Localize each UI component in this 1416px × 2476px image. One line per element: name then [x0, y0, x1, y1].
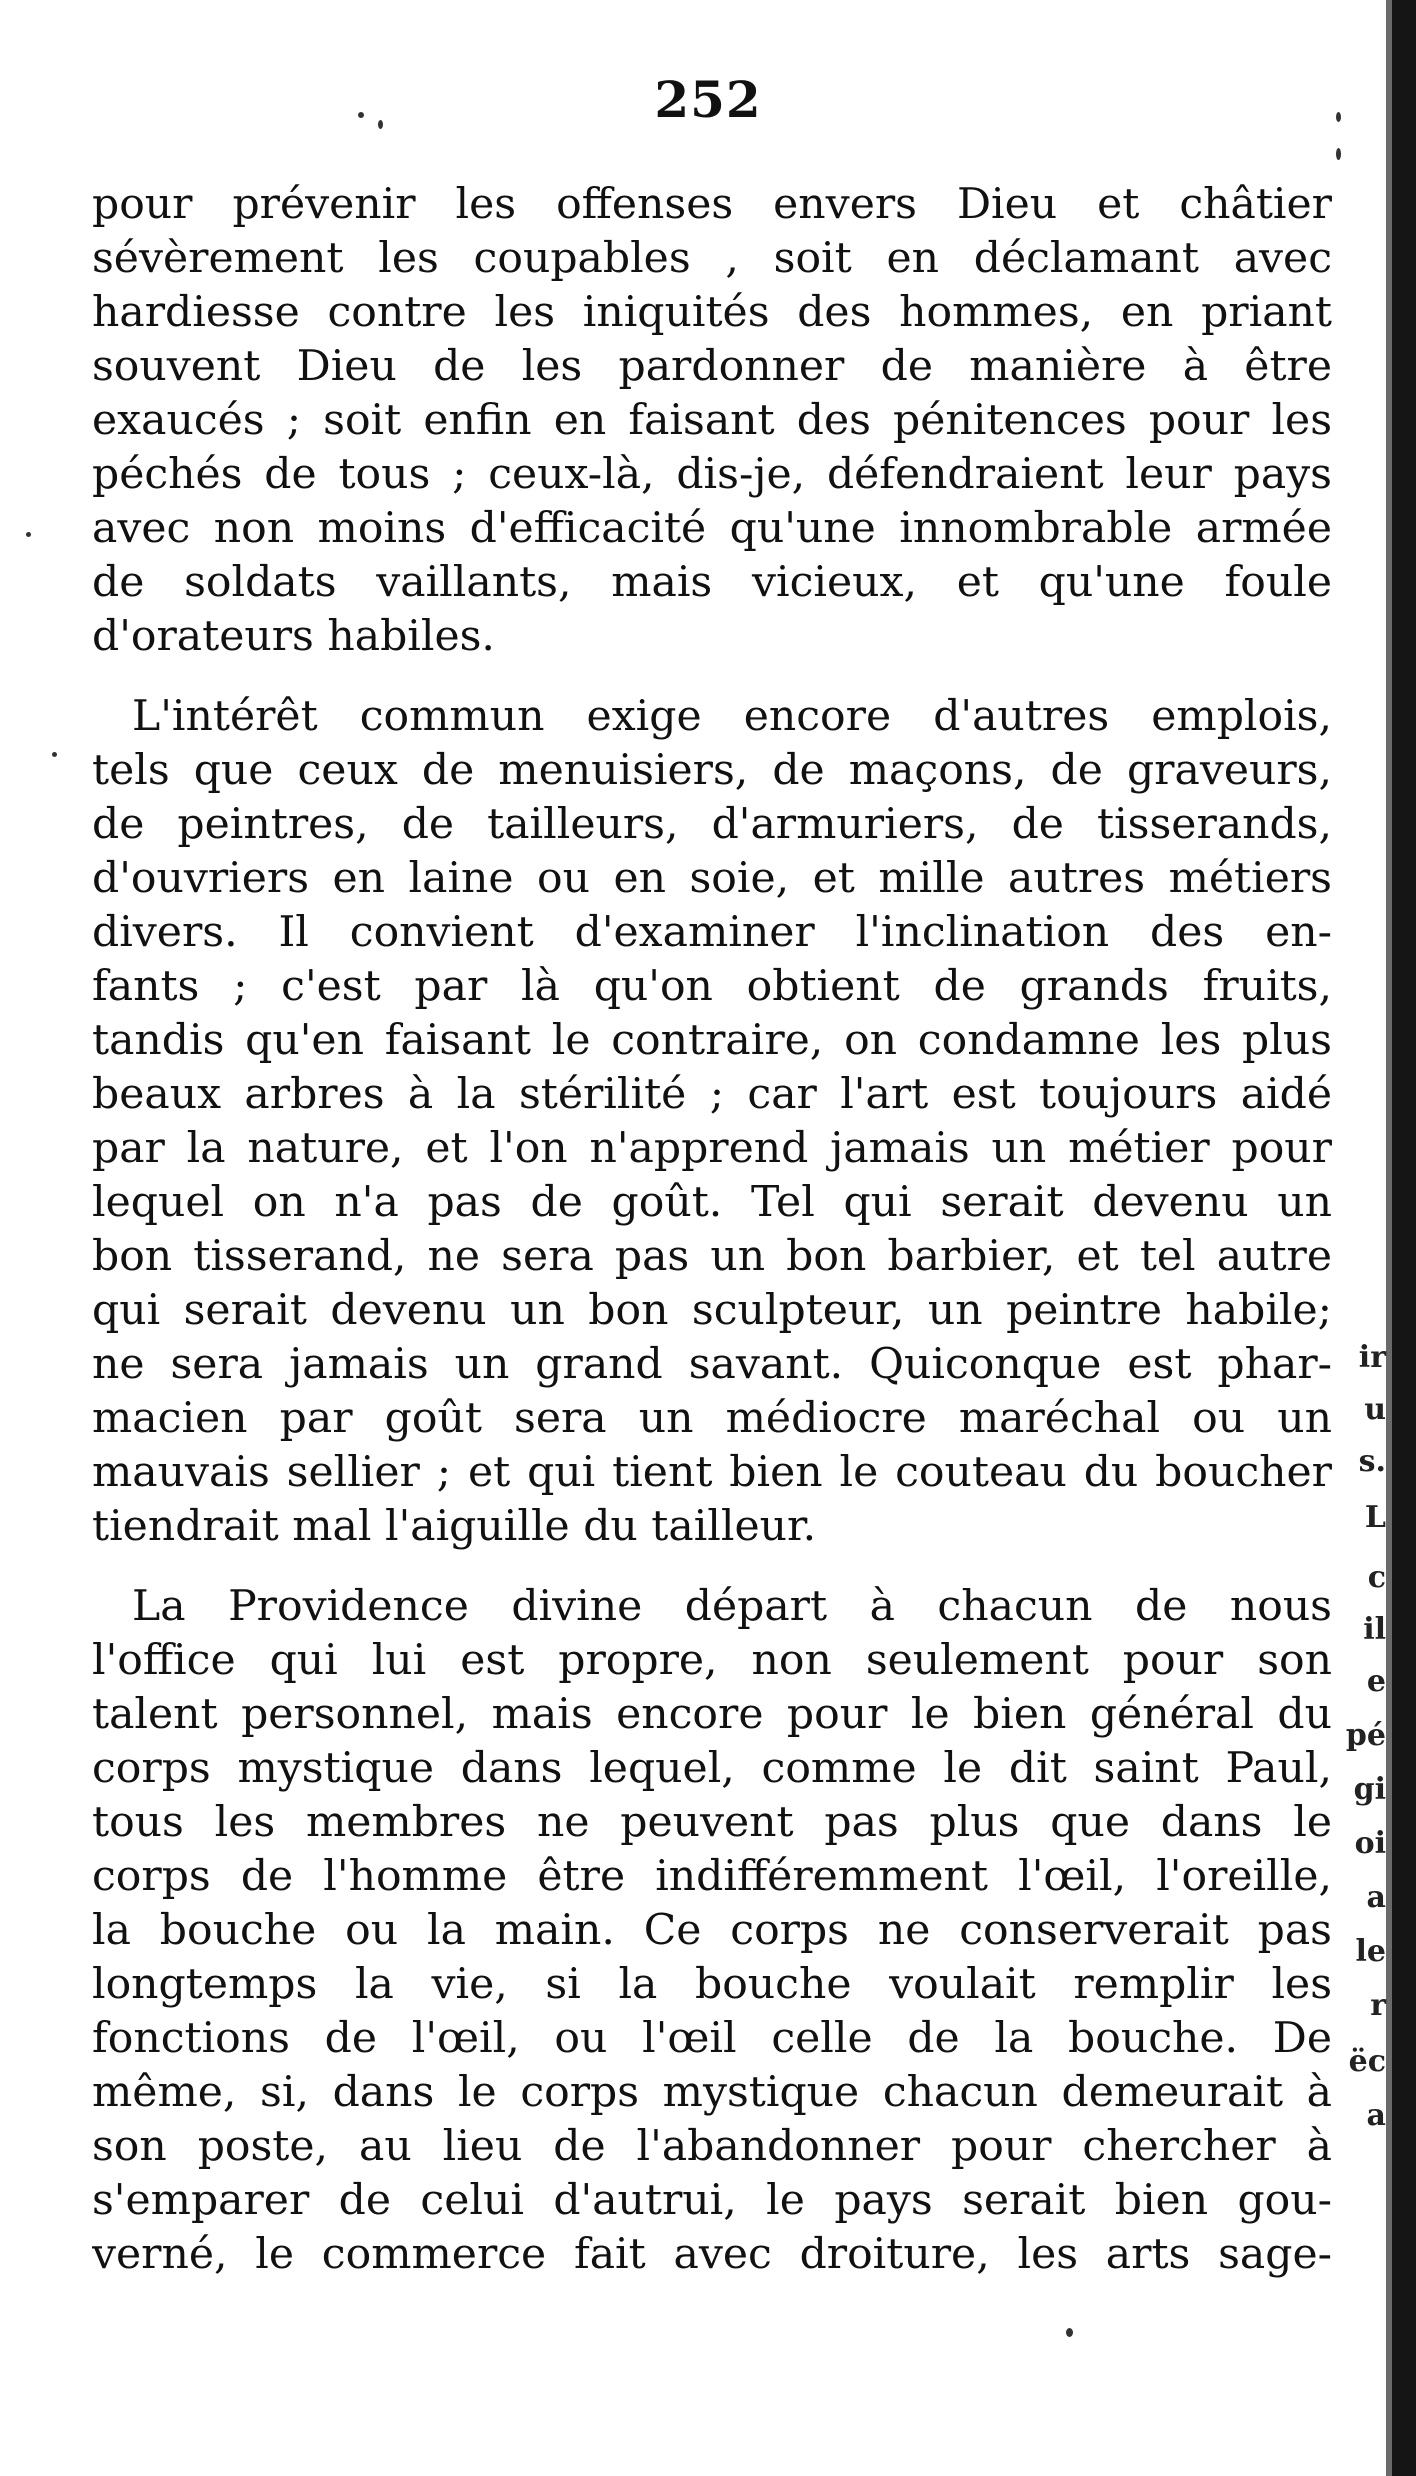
text-line: qui serait devenu un bon sculpteur, un peintre habile;	[92, 1286, 1332, 1335]
margin-fragment: le	[1355, 1934, 1386, 1969]
text-line: ne sera jamais un grand savant. Quiconque est phar-	[92, 1340, 1332, 1389]
ink-speck	[358, 112, 364, 118]
margin-fragment: u	[1364, 1392, 1386, 1427]
text-line: verné, le commerce fait avec droiture, les arts sage-	[92, 2230, 1332, 2279]
text-line: même, si, dans le corps mystique chacun demeurait à	[92, 2068, 1332, 2117]
text-line: corps mystique dans lequel, comme le dit saint Paul,	[92, 1744, 1332, 1793]
ink-speck	[1336, 112, 1341, 122]
text-line: s'emparer de celui d'autrui, le pays serait bien gou-	[92, 2176, 1332, 2225]
paragraph	[92, 178, 1332, 664]
text-line: tels que ceux de menuisiers, de maçons, de graveurs,	[92, 746, 1332, 795]
text-line: La Providence divine départ à chacun de nous	[132, 1582, 1332, 1631]
text-line: divers. Il convient d'examiner l'inclination des en-	[92, 908, 1332, 957]
ink-speck	[1066, 2328, 1073, 2337]
paragraph	[92, 1580, 1332, 2282]
paragraph	[92, 690, 1332, 1554]
text-line: de peintres, de tailleurs, d'armuriers, de tisserands,	[92, 800, 1332, 849]
text-line: L'intérêt commun exige encore d'autres emplois,	[132, 692, 1332, 741]
text-line: longtemps la vie, si la bouche voulait remplir les	[92, 1960, 1332, 2009]
page-number: 252	[654, 70, 762, 129]
margin-fragment: gi	[1353, 1772, 1386, 1807]
text-line: l'office qui lui est propre, non seulement pour son	[92, 1636, 1332, 1685]
margin-fragment: pé	[1345, 1718, 1386, 1753]
text-line: macien par goût sera un médiocre maréchal ou un	[92, 1394, 1332, 1443]
margin-fragment: L	[1364, 1500, 1386, 1535]
text-line: hardiesse contre les iniquités des hommes, en priant	[92, 288, 1332, 337]
text-line: péchés de tous ; ceux-là, dis-je, défendraient leur pays	[92, 450, 1332, 499]
text-line: souvent Dieu de les pardonner de manière à être	[92, 342, 1332, 391]
text-line: d'ouvriers en laine ou en soie, et mille autres métiers	[92, 854, 1332, 903]
margin-fragment: oi	[1354, 1826, 1386, 1861]
margin-fragment: ir	[1358, 1340, 1386, 1375]
text-line: avec non moins d'efficacité qu'une innombrable armée	[92, 504, 1332, 553]
margin-fragment: e	[1366, 1664, 1386, 1699]
text-line: tiendrait mal l'aiguille du tailleur.	[92, 1502, 817, 1551]
margin-fragment: s.	[1358, 1444, 1386, 1479]
text-line: bon tisserand, ne sera pas un bon barbier, et tel autre	[92, 1232, 1332, 1281]
text-line: sévèrement les coupables , soit en déclamant avec	[92, 234, 1332, 283]
paragraph-gap	[92, 664, 1332, 690]
paragraph-gap	[92, 1554, 1332, 1580]
ink-speck	[1336, 148, 1341, 160]
text-line: mauvais sellier ; et qui tient bien le couteau du boucher	[92, 1448, 1332, 1497]
text-line: fants ; c'est par là qu'on obtient de grands fruits,	[92, 962, 1332, 1011]
binding-edge	[1392, 0, 1416, 2476]
text-line: par la nature, et l'on n'apprend jamais un métier pour	[92, 1124, 1332, 1173]
text-line: d'orateurs habiles.	[92, 612, 495, 661]
text-line: tous les membres ne peuvent pas plus que dans le	[92, 1798, 1332, 1847]
text-line: la bouche ou la main. Ce corps ne conserverait pas	[92, 1906, 1332, 1955]
text-line: tandis qu'en faisant le contraire, on condamne les plus	[92, 1016, 1332, 1065]
ink-speck	[52, 752, 57, 757]
text-line: talent personnel, mais encore pour le bien général du	[92, 1690, 1332, 1739]
text-line: fonctions de l'œil, ou l'œil celle de la bouche. De	[92, 2014, 1332, 2063]
margin-fragment: a	[1366, 2098, 1386, 2133]
text-line: de soldats vaillants, mais vicieux, et qu'une foule	[92, 558, 1332, 607]
margin-fragment: a	[1366, 1880, 1386, 1915]
text-line: corps de l'homme être indifféremment l'œil, l'oreille,	[92, 1852, 1332, 1901]
ink-speck	[26, 532, 31, 537]
margin-fragment: ëc	[1348, 2044, 1386, 2079]
text-line: beaux arbres à la stérilité ; car l'art est toujours aidé	[92, 1070, 1332, 1119]
text-line: exaucés ; soit enfin en faisant des pénitences pour les	[92, 396, 1332, 445]
ink-speck	[378, 120, 383, 129]
margin-fragment: r	[1370, 1988, 1386, 2023]
text-line: son poste, au lieu de l'abandonner pour chercher à	[92, 2122, 1332, 2171]
margin-fragment: c	[1367, 1560, 1386, 1595]
margin-fragment: il	[1363, 1612, 1386, 1647]
text-line: pour prévenir les offenses envers Dieu et châtier	[92, 180, 1332, 229]
text-line: lequel on n'a pas de goût. Tel qui serait devenu un	[92, 1178, 1332, 1227]
text-body	[92, 178, 1332, 2282]
